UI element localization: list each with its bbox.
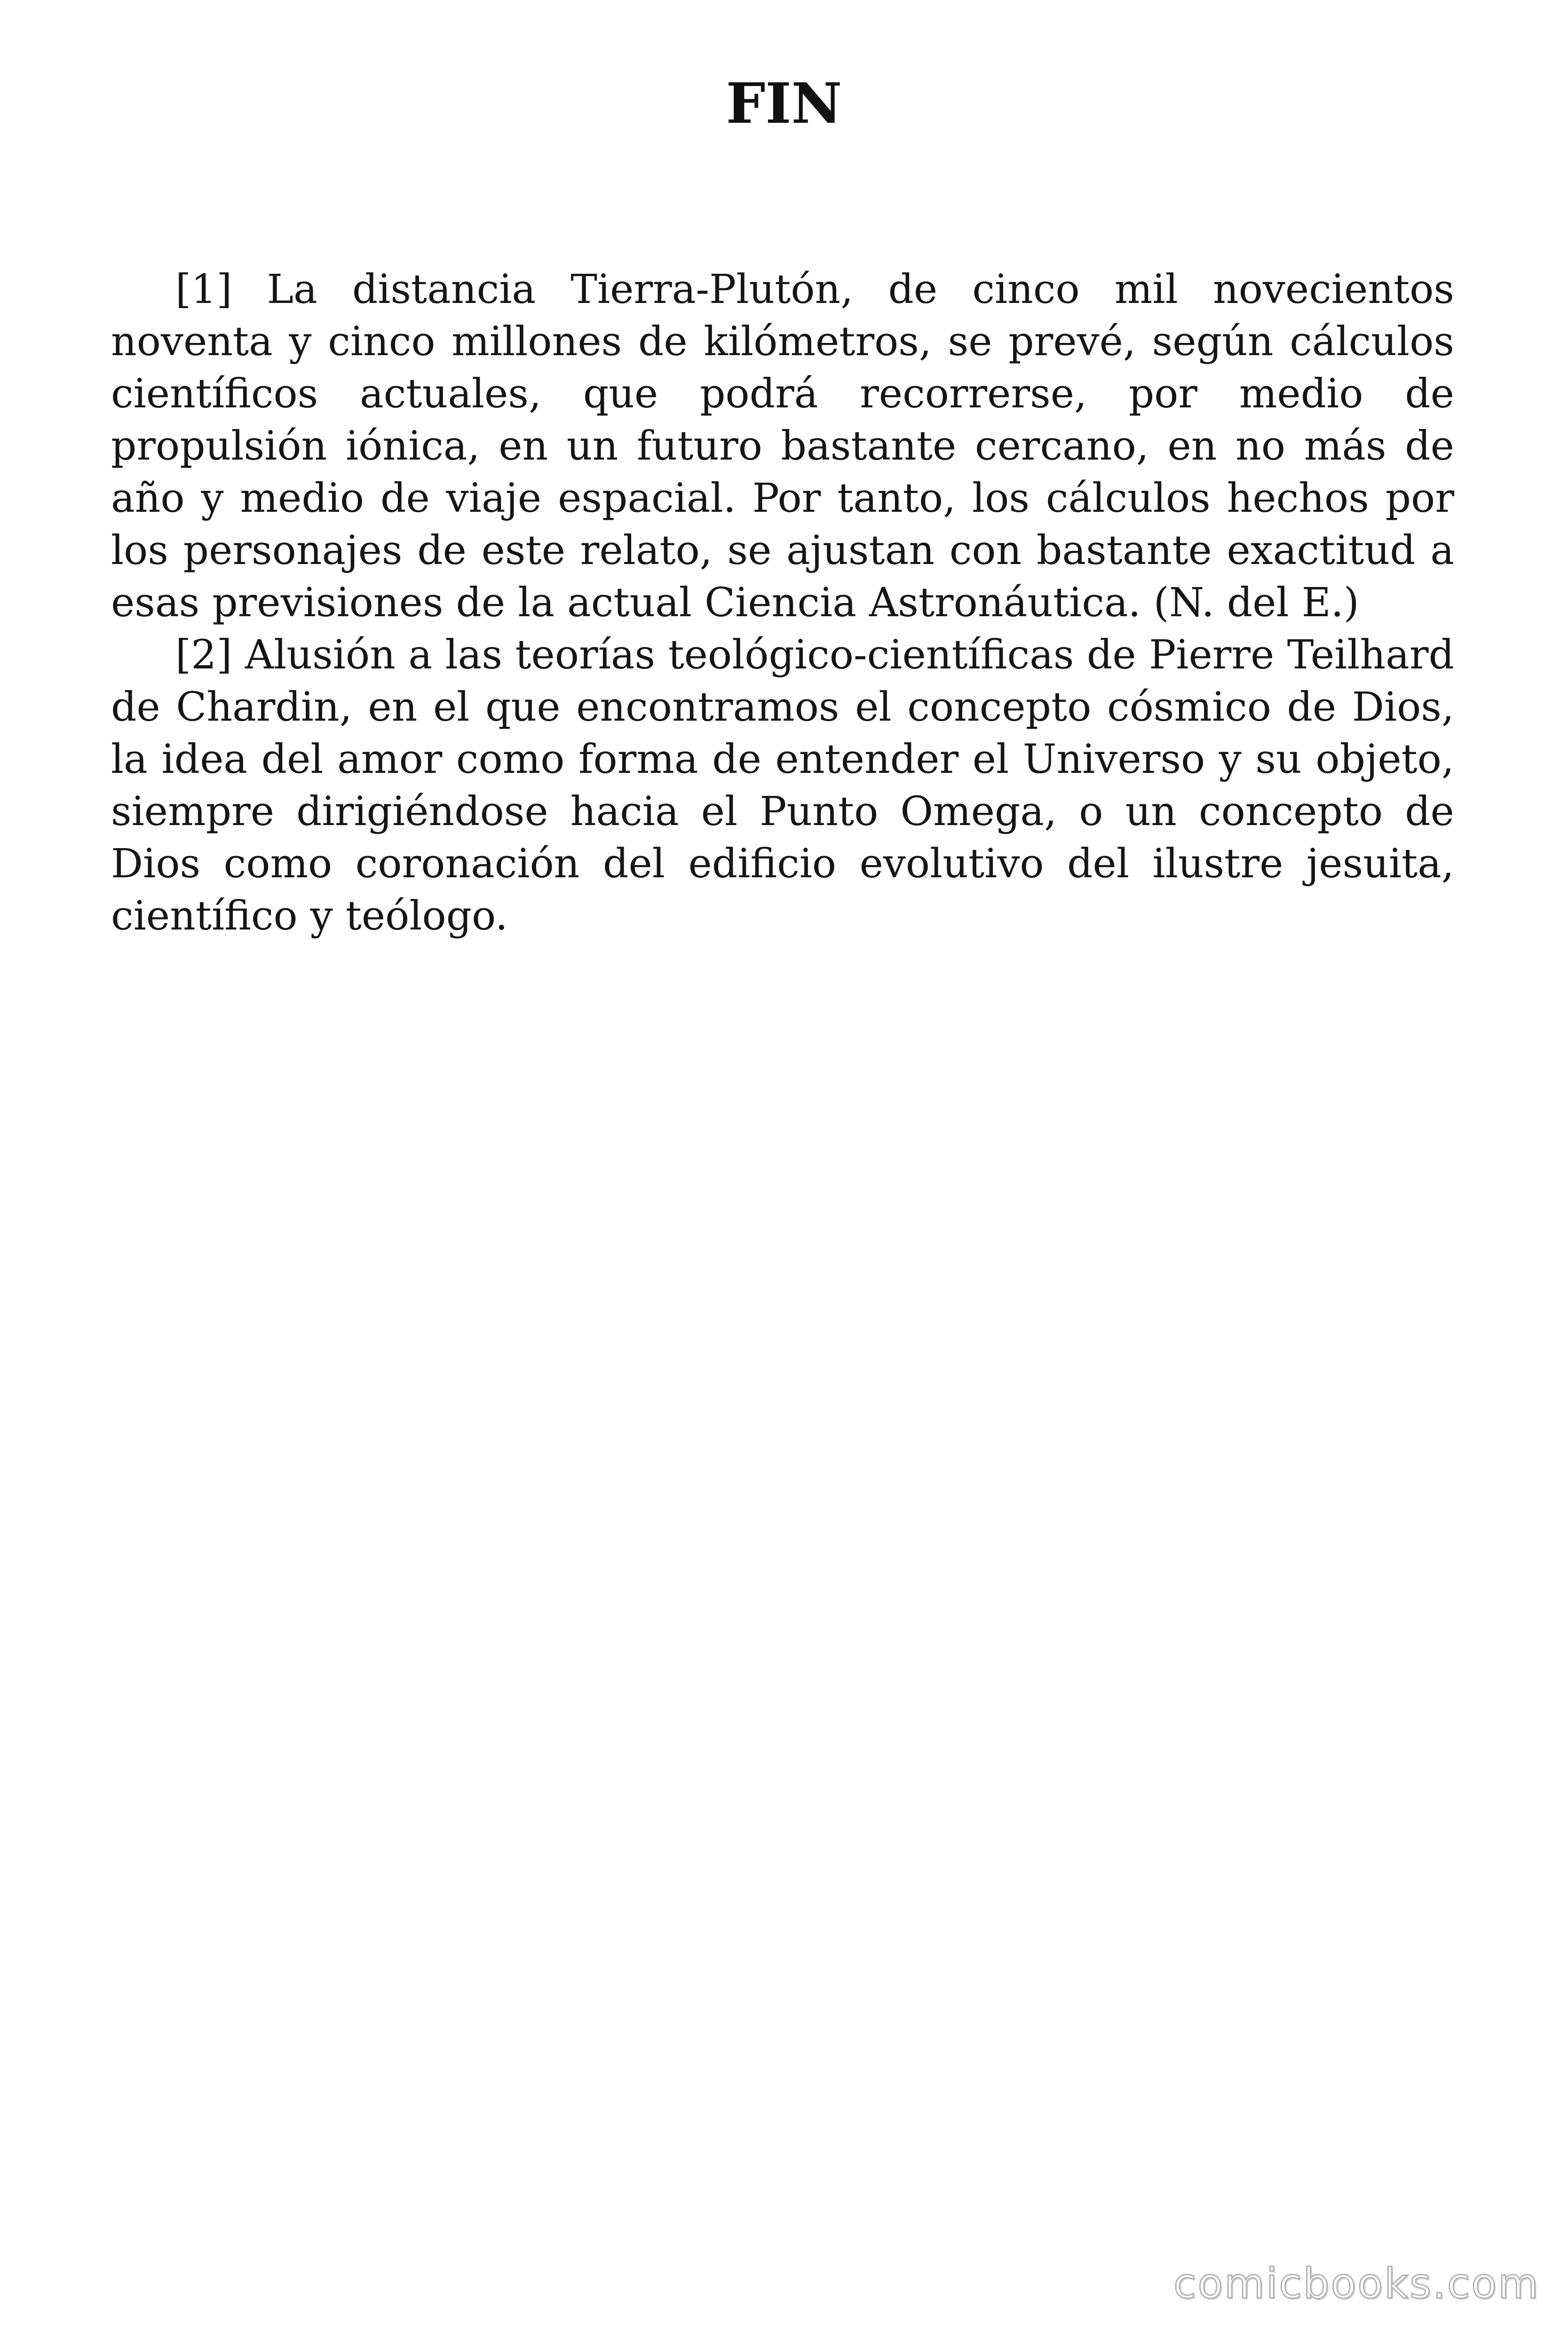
page-title: FIN xyxy=(726,71,842,136)
footnotes xyxy=(111,263,1454,942)
watermark: comicbooks.com xyxy=(1173,2259,1540,2308)
footnote-2: [2] Alusión a las teorías teológico-científicas de Pierre Teilhard de Chardin, en el que encontramos el concepto cósmico de Dios, la idea del amor como forma de entender el Universo y su objeto, siempre dirigiéndose hacia el Punto Omega, o un concepto de Dios como coronación del edificio evolutivo del ilustre jesuita, científico y teólogo. xyxy=(111,632,1454,939)
footnote-1: [1] La distancia Tierra-Plutón, de cinco mil novecientos noventa y cinco millones de kilómetros, se prevé, según cálculos científicos actuales, que podrá recorrerse, por medio de propulsión iónica, en un futuro bastante cercano, en no más de año y medio de viaje espacial. Por tanto, los cálculos hechos por los personajes de este relato, se ajustan con bastante exactitud a esas previsiones de la actual Ciencia Astronáutica. (N. del E.) xyxy=(111,266,1454,626)
